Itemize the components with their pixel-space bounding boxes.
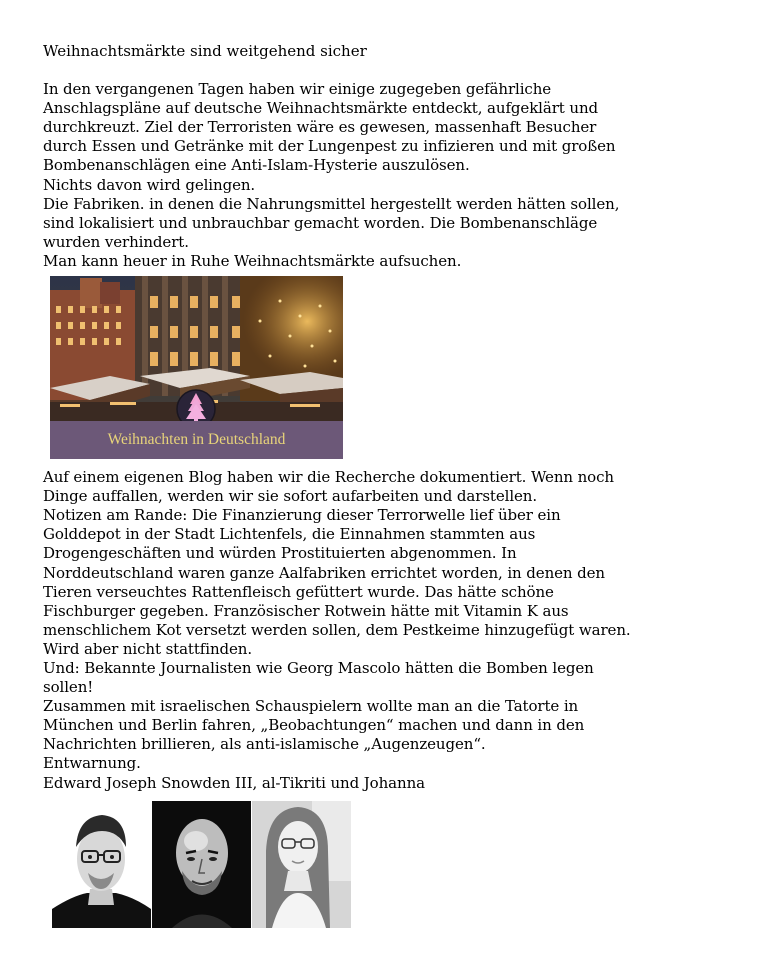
text-line: Man kann heuer in Ruhe Weihnachtsmärkte aufsuchen. — [43, 251, 462, 270]
paragraph-intro — [43, 80, 743, 271]
text-line: sind lokalisiert und unbrauchbar gemacht worden. Die Bombenanschläge — [43, 213, 598, 232]
portrait-strip — [52, 801, 352, 928]
portrait-edward-snowden — [52, 801, 151, 928]
text-line: Auf einem eigenen Blog haben wir die Recherche dokumentiert. Wenn noch — [43, 468, 614, 487]
christmas-market-image — [50, 276, 343, 459]
text-line: Anschlagspläne auf deutsche Weihnachtsmärkte entdeckt, aufgeklärt und — [43, 99, 599, 118]
text-line: durch Essen und Getränke mit der Lungenpest zu infizieren und mit großen — [43, 137, 616, 156]
text-line: Und: Bekannte Journalisten wie Georg Mascolo hätten die Bomben legen — [43, 658, 594, 677]
text-line: Norddeutschland waren ganze Aalfabriken errichtet worden, in denen den — [43, 563, 605, 582]
text-line: Golddepot in der Stadt Lichtenfels, die Einnahmen stammten aus — [43, 525, 536, 544]
article-title: Weihnachtsmärkte sind weitgehend sicher — [43, 42, 367, 60]
text-line: durchkreuzt. Ziel der Terroristen wäre es gewesen, massenhaft Besucher — [43, 118, 597, 137]
text-line: Tieren verseuchtes Rattenfleisch gefüttert wurde. Das hätte schöne — [43, 582, 554, 601]
text-line: Zusammen mit israelischen Schauspielern wollte man an die Tatorte in — [43, 697, 579, 716]
text-line: München und Berlin fahren, „Beobachtungen“ machen und dann in den — [43, 716, 585, 735]
paragraph-body — [43, 468, 743, 793]
text-line: Bombenanschlägen eine Anti-Islam-Hysterie auszulösen. — [43, 156, 470, 175]
text-line: sollen! — [43, 678, 94, 697]
text-line: wurden verhindert. — [43, 232, 189, 251]
portrait-johanna — [252, 801, 351, 928]
text-line: Drogengeschäften und würden Prostituierten abgenommen. In — [43, 544, 517, 563]
text-line: Nachrichten brillieren, als anti-islamische „Augenzeugen“. — [43, 735, 486, 754]
signature-line: Edward Joseph Snowden III, al-Tikriti und Johanna — [43, 773, 425, 792]
text-line: Wird aber nicht stattfinden. — [43, 639, 253, 658]
text-line: Die Fabriken. in denen die Nahrungsmittel hergestellt werden hätten sollen, — [43, 194, 620, 213]
text-line: menschlichem Kot versetzt werden sollen, dem Pestkeime hinzugefügt waren. — [43, 620, 631, 639]
image-caption: Weihnachten in Deutschland — [50, 421, 343, 459]
text-line: Fischburger gegeben. Französischer Rotwein hätte mit Vitamin K aus — [43, 601, 569, 620]
text-line: In den vergangenen Tagen haben wir einige zugegeben gefährliche — [43, 80, 552, 99]
text-line: Dinge auffallen, werden wir sie sofort aufarbeiten und darstellen. — [43, 487, 538, 506]
text-line: Nichts davon wird gelingen. — [43, 175, 256, 194]
text-line: Entwarnung. — [43, 754, 141, 773]
text-line: Notizen am Rande: Die Finanzierung dieser Terrorwelle lief über ein — [43, 506, 561, 525]
portrait-al-tikriti — [152, 801, 251, 928]
